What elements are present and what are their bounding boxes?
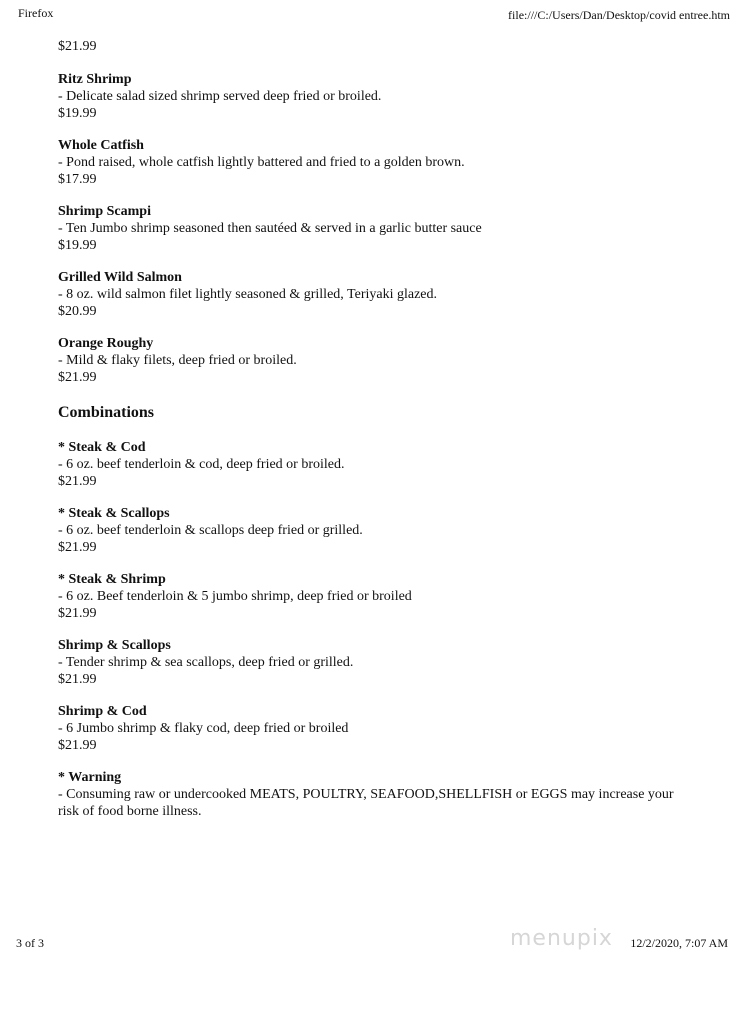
menu-item (58, 203, 718, 254)
item-name: * Steak & Cod (58, 440, 146, 455)
item-name: Whole Catfish (58, 138, 144, 153)
item-description: - 8 oz. wild salmon filet lightly seasoned & grilled, Teriyaki glazed. (58, 287, 438, 302)
warning-text-line: risk of food borne illness. (58, 804, 202, 819)
item-name: Grilled Wild Salmon (58, 270, 182, 285)
section-title: Combinations (58, 404, 155, 421)
item-price: $19.99 (58, 238, 97, 253)
warning-title: * Warning (58, 770, 122, 785)
item-price: $21.99 (58, 606, 97, 621)
menu-content (58, 38, 718, 835)
menu-item (58, 505, 718, 556)
item-name: Shrimp Scampi (58, 204, 151, 219)
watermark-logo: menupix (510, 926, 613, 951)
item-name: * Steak & Scallops (58, 506, 170, 521)
item-price: $21.99 (58, 540, 97, 555)
item-price: $21.99 (58, 738, 97, 753)
menu-item (58, 335, 718, 386)
item-description: - Ten Jumbo shrimp seasoned then sautéed & served in a garlic butter sauce (58, 221, 482, 236)
menu-item (58, 637, 718, 688)
item-description: - 6 Jumbo shrimp & flaky cod, deep fried or broiled (58, 721, 349, 736)
item-name: Shrimp & Scallops (58, 638, 171, 653)
warning-text-line: - Consuming raw or undercooked MEATS, POULTRY, SEAFOOD,SHELLFISH or EGGS may increase your (58, 787, 674, 802)
menu-item (58, 703, 718, 754)
item-description: - Delicate salad sized shrimp served deep fried or broiled. (58, 89, 382, 104)
item-price: $17.99 (58, 172, 97, 187)
item-price: $19.99 (58, 106, 97, 121)
item-price: $21.99 (58, 370, 97, 385)
file-path: file:///C:/Users/Dan/Desktop/covid entree.htm (508, 8, 730, 22)
menu-item (58, 71, 718, 122)
item-name: * Steak & Shrimp (58, 572, 166, 587)
item-price: $21.99 (58, 474, 97, 489)
item-description: - Pond raised, whole catfish lightly battered and fried to a golden brown. (58, 155, 465, 170)
menu-item (58, 137, 718, 188)
item-description: - 6 oz. beef tenderloin & cod, deep fried or broiled. (58, 457, 345, 472)
item-description: - 6 oz. beef tenderloin & scallops deep fried or grilled. (58, 523, 363, 538)
item-name: Shrimp & Cod (58, 704, 147, 719)
print-datetime: 12/2/2020, 7:07 AM (630, 936, 728, 950)
item-description: - Tender shrimp & sea scallops, deep fried or grilled. (58, 655, 354, 670)
item-name: Orange Roughy (58, 336, 154, 351)
item-price: $20.99 (58, 304, 97, 319)
item-price: $21.99 (58, 672, 97, 687)
page-number: 3 of 3 (16, 936, 44, 950)
item-description: - 6 oz. Beef tenderloin & 5 jumbo shrimp, deep fried or broiled (58, 589, 412, 604)
item-price: $21.99 (58, 39, 97, 54)
item-description: - Mild & flaky filets, deep fried or broiled. (58, 353, 297, 368)
menu-item (58, 439, 718, 490)
menu-item (58, 571, 718, 622)
menu-item (58, 269, 718, 320)
item-name: Ritz Shrimp (58, 72, 132, 87)
browser-name: Firefox (18, 6, 54, 20)
warning-notice (58, 769, 718, 820)
